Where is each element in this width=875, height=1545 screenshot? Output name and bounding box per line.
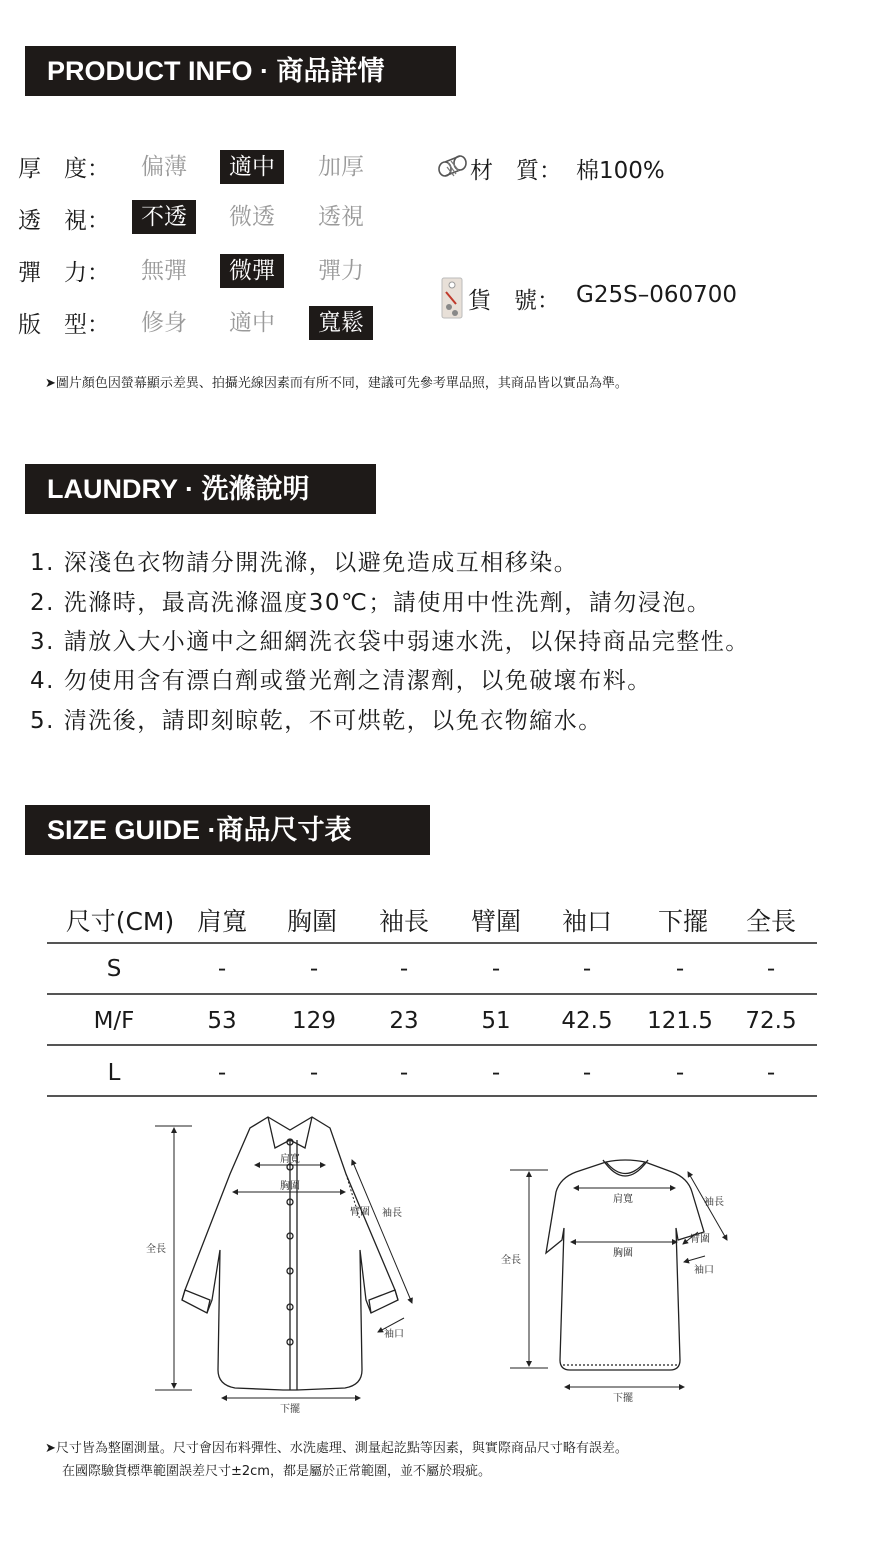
table-cell: 42.5 bbox=[561, 1008, 613, 1034]
product-info-banner: PRODUCT INFO · 商品詳情 bbox=[25, 46, 456, 96]
size-header: 肩寬 bbox=[196, 907, 247, 936]
chest-label: 胸圍 bbox=[280, 1181, 300, 1192]
sleeve-label: 袖長 bbox=[704, 1197, 724, 1208]
table-cell: 23 bbox=[389, 1008, 419, 1034]
thickness-option-thin: 偏薄 bbox=[141, 154, 187, 180]
shoulder-label: 肩寬 bbox=[280, 1154, 300, 1165]
size-header: 臂圍 bbox=[470, 907, 521, 936]
elasticity-label: 彈 力： bbox=[18, 260, 110, 286]
item-number-label: 貨 號： bbox=[468, 288, 560, 314]
thickness-option-thick: 加厚 bbox=[318, 154, 364, 180]
table-cell: - bbox=[675, 956, 685, 982]
table-cell: 121.5 bbox=[647, 1008, 713, 1034]
laundry-item: 4. 勿使用含有漂白劑或螢光劑之清潔劑，以免破壞布料。 bbox=[30, 668, 652, 694]
hem-label: 下擺 bbox=[280, 1404, 300, 1415]
table-cell: - bbox=[309, 956, 319, 982]
size-header: 下擺 bbox=[657, 907, 708, 936]
table-cell: - bbox=[491, 956, 501, 982]
fit-label: 版 型： bbox=[18, 312, 110, 338]
laundry-item: 2. 洗滌時，最高洗滌溫度30℃；請使用中性洗劑，請勿浸泡。 bbox=[30, 590, 712, 616]
hem-label: 下擺 bbox=[613, 1393, 633, 1404]
fit-option-slim: 修身 bbox=[141, 310, 187, 336]
table-cell: L bbox=[107, 1060, 121, 1086]
table-cell: - bbox=[309, 1060, 319, 1086]
table-cell: 72.5 bbox=[745, 1008, 797, 1034]
sleeve-label: 袖長 bbox=[382, 1208, 402, 1219]
table-divider bbox=[47, 1044, 817, 1046]
cuff-label: 袖口 bbox=[694, 1265, 714, 1276]
fit-option-loose: 寬鬆 bbox=[309, 306, 373, 340]
cuff-label: 袖口 bbox=[384, 1329, 404, 1340]
laundry-banner: LAUNDRY · 洗滌說明 bbox=[25, 464, 376, 514]
size-header: 尺寸(CM) bbox=[65, 907, 175, 936]
transparency-label: 透 視： bbox=[18, 208, 110, 234]
table-cell: - bbox=[491, 1060, 501, 1086]
table-cell: - bbox=[675, 1060, 685, 1086]
thickness-label: 厚 度： bbox=[18, 156, 110, 182]
size-header: 胸圍 bbox=[286, 907, 337, 936]
table-cell: - bbox=[766, 1060, 776, 1086]
thread-spool-icon bbox=[436, 152, 470, 180]
table-cell: M/F bbox=[93, 1008, 135, 1034]
table-divider bbox=[47, 942, 817, 944]
length-label: 全長 bbox=[146, 1244, 166, 1255]
table-cell: - bbox=[399, 956, 409, 982]
table-cell: 53 bbox=[207, 1008, 237, 1034]
size-header: 袖口 bbox=[561, 907, 612, 936]
thickness-option-medium: 適中 bbox=[220, 150, 284, 184]
transparency-option-sheer: 透視 bbox=[318, 204, 364, 230]
table-cell: - bbox=[399, 1060, 409, 1086]
elasticity-option-stretch: 彈力 bbox=[318, 258, 364, 284]
fit-option-regular: 適中 bbox=[229, 310, 275, 336]
table-cell: - bbox=[217, 1060, 227, 1086]
table-cell: 129 bbox=[292, 1008, 336, 1034]
arm-label: 臂圍 bbox=[350, 1207, 370, 1218]
table-cell: - bbox=[582, 1060, 592, 1086]
color-disclaimer-note: ➤圖片顏色因螢幕顯示差異、拍攝光線因素而有所不同，建議可先參考單品照，其商品皆以實品為準。 bbox=[45, 376, 628, 391]
size-header: 全長 bbox=[745, 907, 796, 936]
size-header: 袖長 bbox=[378, 907, 429, 936]
table-cell: - bbox=[582, 956, 592, 982]
price-tag-icon bbox=[440, 276, 466, 320]
transparency-option-slight: 微透 bbox=[229, 204, 275, 230]
table-cell: S bbox=[106, 956, 122, 982]
size-guide-banner: SIZE GUIDE ·商品尺寸表 bbox=[25, 805, 430, 855]
transparency-option-opaque: 不透 bbox=[132, 200, 196, 234]
table-divider bbox=[47, 1095, 817, 1097]
elasticity-option-slight: 微彈 bbox=[220, 254, 284, 288]
tshirt-dress-diagram bbox=[546, 1160, 704, 1370]
table-divider bbox=[47, 993, 817, 995]
table-cell: 51 bbox=[481, 1008, 511, 1034]
size-note-line1: ➤尺寸皆為整圍測量。尺寸會因布料彈性、水洗處理、測量起訖點等因素，與實際商品尺寸略有誤差。 bbox=[45, 1441, 628, 1456]
length-label: 全長 bbox=[501, 1255, 521, 1266]
elasticity-option-none: 無彈 bbox=[141, 258, 187, 284]
chest-label: 胸圍 bbox=[613, 1248, 633, 1259]
table-cell: - bbox=[217, 956, 227, 982]
laundry-item: 5. 清洗後，請即刻晾乾，不可烘乾，以免衣物縮水。 bbox=[30, 708, 603, 734]
shirt-dress-measure-lines bbox=[155, 1126, 412, 1398]
arm-label: 臂圍 bbox=[690, 1234, 710, 1245]
item-number-value: G25S–060700 bbox=[576, 282, 737, 308]
shoulder-label: 肩寬 bbox=[613, 1194, 633, 1205]
table-cell: - bbox=[766, 956, 776, 982]
laundry-item: 1. 深淺色衣物請分開洗滌，以避免造成互相移染。 bbox=[30, 550, 579, 576]
material-value: 棉100% bbox=[576, 158, 665, 184]
material-label: 材 質： bbox=[470, 158, 562, 184]
laundry-item: 3. 請放入大小適中之細網洗衣袋中弱速水洗，以保持商品完整性。 bbox=[30, 629, 750, 655]
size-note-line2: 在國際驗貨標準範圍誤差尺寸±2cm，都是屬於正常範圍，並不屬於瑕疵。 bbox=[62, 1464, 491, 1479]
measurement-diagrams bbox=[0, 1100, 875, 1425]
